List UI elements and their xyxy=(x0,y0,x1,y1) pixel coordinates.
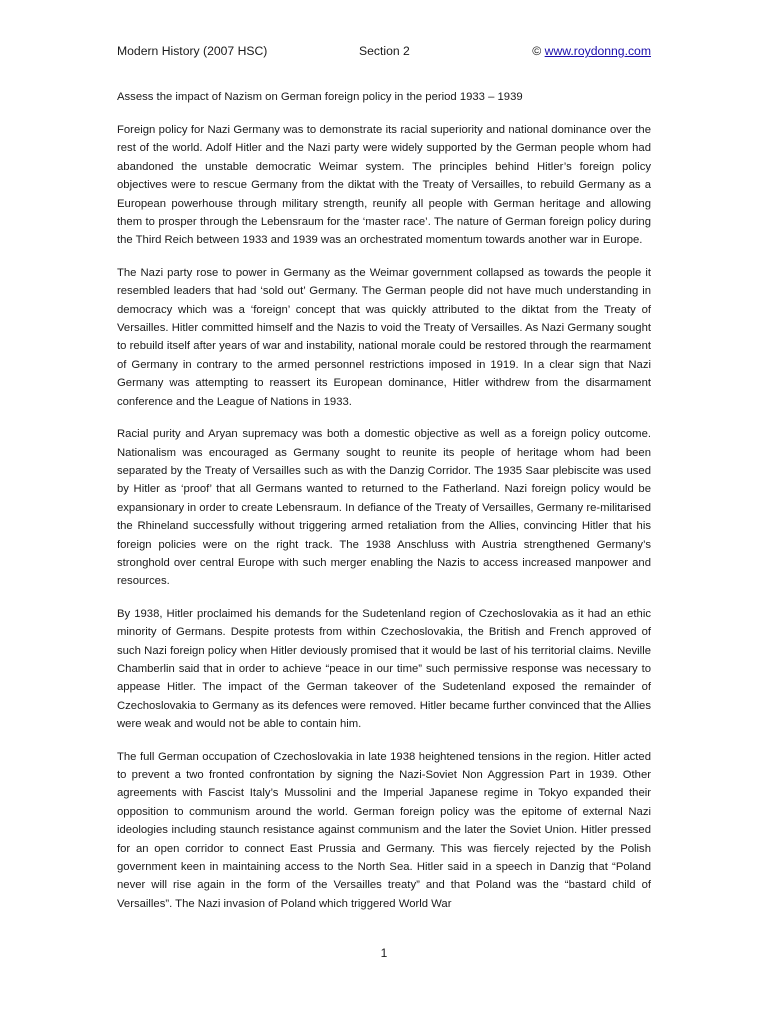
website-link[interactable]: www.roydonng.com xyxy=(544,44,651,58)
essay-question: Assess the impact of Nazism on German foreign policy in the period 1933 – 1939 xyxy=(117,91,523,103)
page-header xyxy=(117,40,651,62)
section-label: Section 2 xyxy=(359,44,410,58)
copyright-notice xyxy=(532,40,651,62)
paragraph-2: The Nazi party rose to power in Germany as the Weimar government collapsed as towards the people it resembled leaders that had ‘sold out’ Germany. The German people did not have much understanding in democracy which was a ‘foreign’ concept that was quickly attributed to the diktat from the Treaty of Versailles. Hitler committed himself and the Nazis to void the Treaty of Versailles. As Nazi Germany sought to rebuild itself after years of war and instability, national morale could be restored through the rearmament of Germany in contrary to the armed personnel restrictions imposed in 1919. In a clear sign that Nazi Germany was attempting to reassert its European dominance, Hitler withdrew from the disarmament conference and the League of Nations in 1933. xyxy=(117,266,651,408)
course-title: Modern History (2007 HSC) xyxy=(117,44,268,58)
paragraph-4: By 1938, Hitler proclaimed his demands for the Sudetenland region of Czechoslovakia as it had an ethic minority of Germans. Despite protests from within Czechoslovakia, the British and French approved of such Nazi foreign policy when Hitler deviously promised that it would be last of his territorial claims. Neville Chamberlin said that in order to achieve “peace in our time” such permissive response was necessary to appease Hitler. The impact of the German takeover of the Sudetenland exposed the remainder of Czechoslovakia to Germany as its defences were removed. Hitler became further convinced that the Allies were weak and would not be able to contain him. xyxy=(117,607,651,731)
page-number: 1 xyxy=(380,946,388,960)
copyright-symbol: © xyxy=(532,44,542,58)
paragraph-5: The full German occupation of Czechoslovakia in late 1938 heightened tensions in the region. Hitler acted to prevent a two fronted confrontation by signing the Nazi-Soviet Non Aggression Part in 1939. Other agreements with Fascist Italy’s Mussolini and the Imperial Japanese regime in Tokyo expanded their opposition to communism around the world. German foreign policy was the epitome of external Nazi ideologies including staunch resistance against communism and the later the Soviet Union. Hitler pressed for an open corridor to connect East Prussia and Germany. This was fiercely rejected by the Polish government keen in maintaining access to the North Sea. Hitler said in a speech in Danzig that “Poland never will rise again in the form of the Versailles treaty” and that Poland was the “bastard child of Versailles”. The Nazi invasion of Poland which triggered World War xyxy=(117,750,651,910)
paragraph-1: Foreign policy for Nazi Germany was to demonstrate its racial superiority and national dominance over the rest of the world. Adolf Hitler and the Nazi party were widely supported by the German people whom had abandoned the unstable democratic Weimar system. The principles behind Hitler’s foreign policy objectives were to rescue Germany from the diktat with the Treaty of Versailles, to rebuild Germany as a European powerhouse through military strength, reunify all people with German heritage and allowing them to prosper through the Lebensraum for the ‘master race’. The nature of German foreign policy during the Third Reich between 1933 and 1939 was an orchestrated momentum towards another war in Europe. xyxy=(117,124,651,247)
document-page xyxy=(117,40,651,925)
paragraph-3: Racial purity and Aryan supremacy was both a domestic objective as well as a foreign policy outcome. Nationalism was encouraged as Germany sought to reunite its people of heritage whom had been separated by the Treaty of Versailles such as with the Danzig Corridor. The 1935 Saar plebiscite was used by Hitler as ‘proof’ that all Germans wanted to returned to the Fatherland. Nazi foreign policy would be expansionary in order to create Lebensraum. In defiance of the Treaty of Versailles, Germany re-militarised the Rhineland successfully without triggering armed retaliation from the Allies, convincing Hitler that his foreign policies were on the right track. The 1938 Anschluss with Austria strengthened Germany’s stronghold over central Europe with such merger enabling the Nazis to access increased manpower and resources. xyxy=(117,428,651,588)
